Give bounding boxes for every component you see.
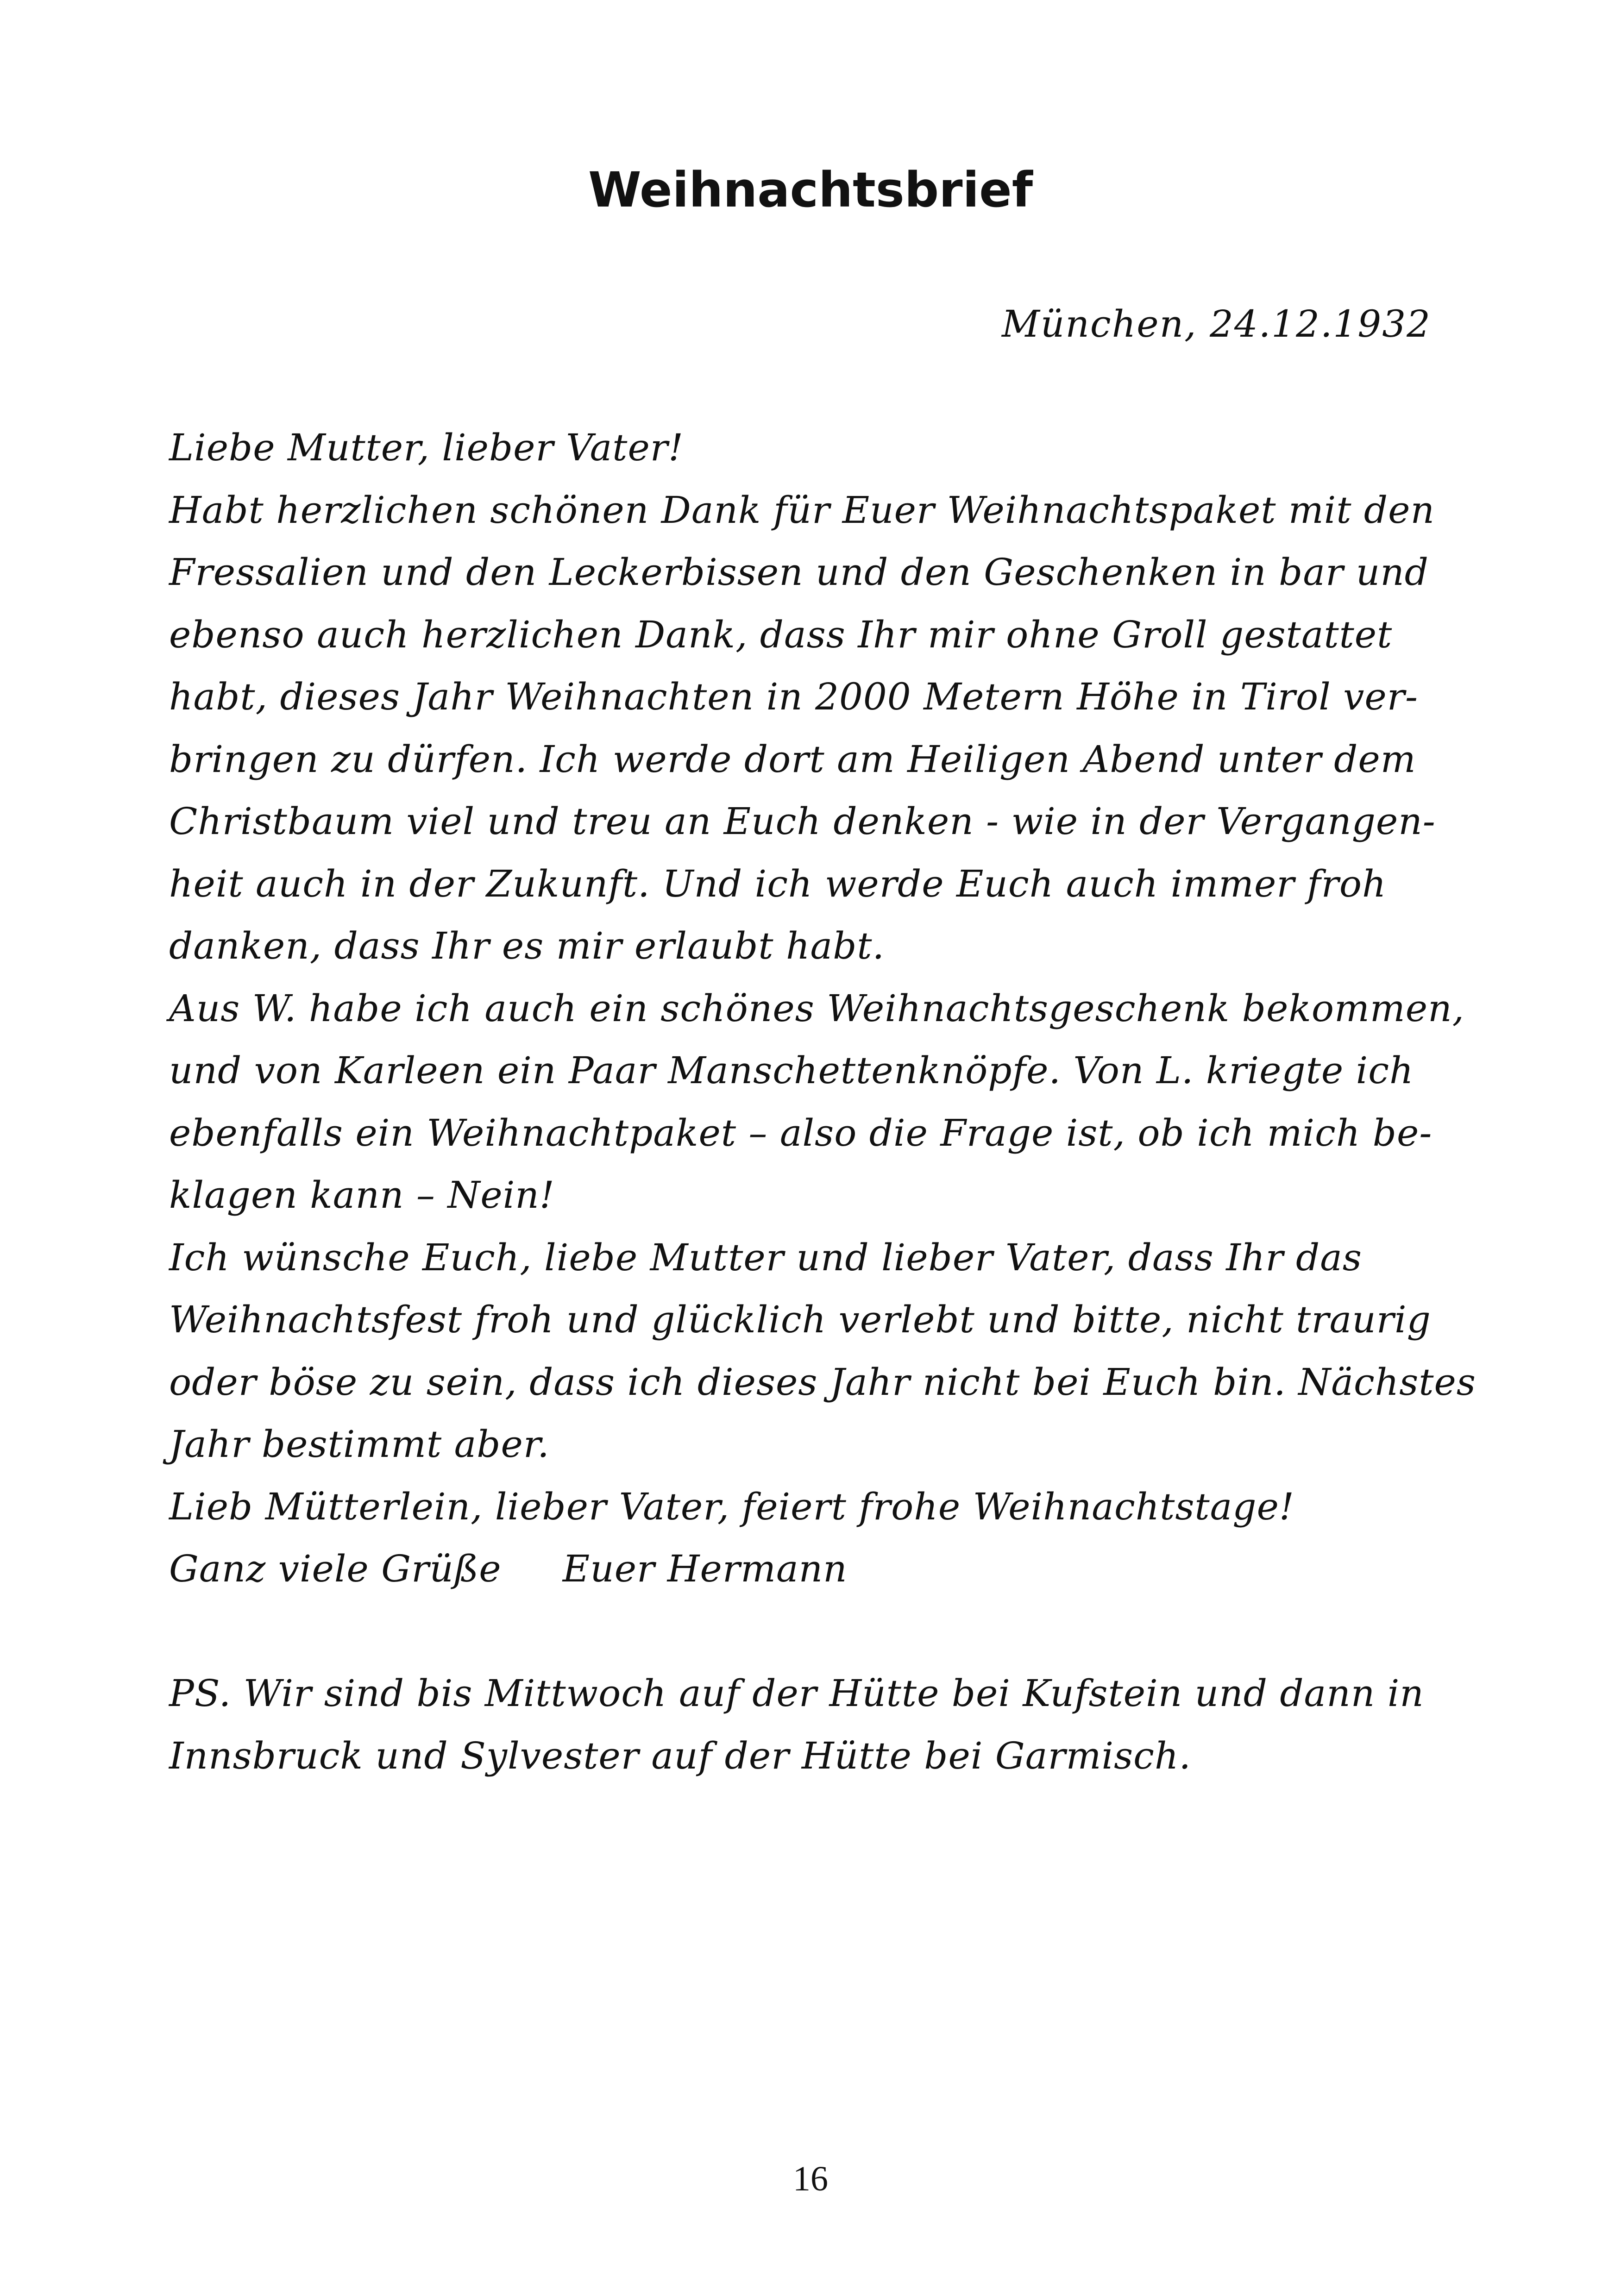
letter-body <box>169 417 1476 1787</box>
letter-line: ebenso auch herzlichen Dank, dass Ihr mir ohne Groll gestattet <box>169 613 1393 656</box>
letter-signature: Ganz viele Grüße Euer Hermann <box>169 1547 848 1590</box>
letter-line: oder böse zu sein, dass ich dieses Jahr nicht bei Euch bin. Nächstes <box>169 1360 1476 1404</box>
letter-line: habt, dieses Jahr Weihnachten in 2000 Metern Höhe in Tirol ver- <box>169 675 1419 718</box>
letter-line: heit auch in der Zukunft. Und ich werde Euch auch immer froh <box>169 862 1387 905</box>
letter-line: Jahr bestimmt aber. <box>169 1423 550 1466</box>
letter-line: Fressalien und den Leckerbissen und den Geschenken in bar und <box>169 551 1429 594</box>
letter-line: Christbaum viel und treu an Euch denken - wie in der Vergangen- <box>169 800 1436 843</box>
letter-line: bringen zu dürfen. Ich werde dort am Heiligen Abend unter dem <box>169 737 1416 781</box>
letter-line: Ich wünsche Euch, liebe Mutter und lieber Vater, dass Ihr das <box>169 1236 1362 1279</box>
letter-greeting: Liebe Mutter, lieber Vater! <box>169 426 684 469</box>
letter-line: Aus W. habe ich auch ein schönes Weihnachtsgeschenk bekommen, <box>169 986 1465 1030</box>
postscript-line: Innsbruck und Sylvester auf der Hütte bei Garmisch. <box>169 1734 1191 1777</box>
page-title: Weihnachtsbrief <box>588 162 1033 218</box>
letter-line: klagen kann – Nein! <box>169 1173 555 1217</box>
letter-line: Weihnachtsfest froh und glücklich verlebt und bitte, nicht traurig <box>169 1298 1431 1341</box>
letter-line: danken, dass Ihr es mir erlaubt habt. <box>169 924 885 967</box>
postscript-line: PS. Wir sind bis Mittwoch auf der Hütte bei Kufstein und dann in <box>169 1672 1424 1715</box>
blank-line <box>169 1600 1466 1663</box>
letter-line: Lieb Mütterlein, lieber Vater, feiert frohe Weihnachtstage! <box>169 1485 1295 1528</box>
page-number: 16 <box>793 2159 828 2198</box>
letter-line: ebenfalls ein Weihnachtpaket – also die Frage ist, ob ich mich be- <box>169 1111 1433 1154</box>
letter-line: und von Karleen ein Paar Manschettenknöpfe. Von L. kriegte ich <box>169 1049 1414 1092</box>
letter-line: Habt herzlichen schönen Dank für Euer Weihnachtspaket mit den <box>169 488 1435 532</box>
letter-date: München, 24.12.1932 <box>1001 302 1431 345</box>
